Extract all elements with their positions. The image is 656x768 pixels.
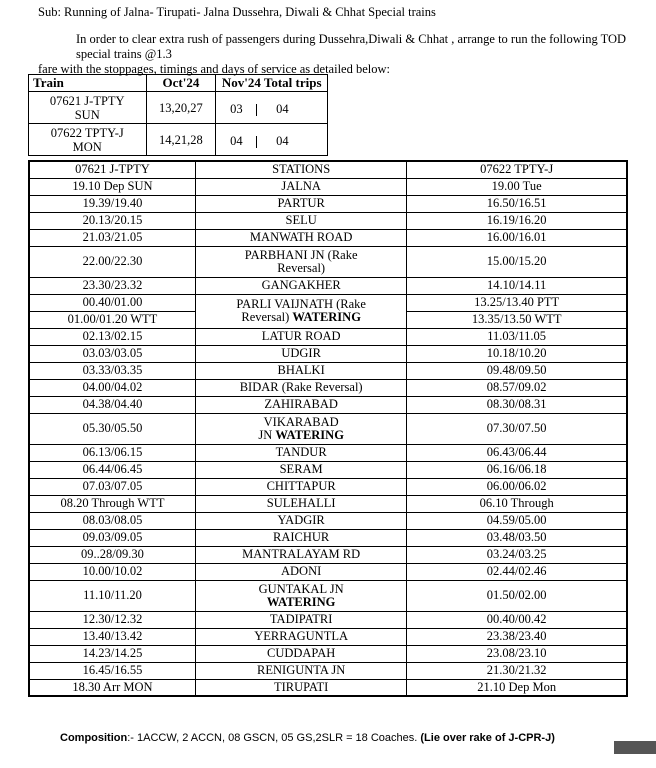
schedule-row [29,580,627,611]
intro-line-1: In order to clear extra rush of passengers during Dussehra,Diwali & Chhat , arrange to run the following TOD special trains @1.3 [76,32,627,61]
summary-oct-cell: 14,21,28 [146,124,216,156]
schedule-row [29,229,627,246]
station-name: RENIGUNTA JN [195,662,406,679]
up-time: 07.03/07.05 [29,478,195,495]
schedule-row [29,396,627,413]
down-time: 08.57/09.02 [407,379,627,396]
down-time: 11.03/11.05 [407,328,627,345]
summary-train-cell: 07622 TPTY-J MON [29,124,147,156]
schedule-row [29,294,627,311]
down-time: 03.24/03.25 [407,546,627,563]
down-time: 19.00 Tue [407,178,627,195]
schedule-header-up: 07621 J-TPTY [29,161,195,178]
up-time: 19.10 Dep SUN [29,178,195,195]
up-time: 21.03/21.05 [29,229,195,246]
up-time: 10.00/10.02 [29,563,195,580]
summary-header-nov-total [216,75,328,92]
down-time: 06.43/06.44 [407,444,627,461]
station-name: ZAHIRABAD [195,396,406,413]
down-time: 16.19/16.20 [407,212,627,229]
up-time: 19.39/19.40 [29,195,195,212]
schedule-row [29,246,627,277]
summary-header-total: Total trips [263,75,322,90]
up-time: 12.30/12.32 [29,611,195,628]
down-time: 13.35/13.50 WTT [407,311,627,328]
schedule-row [29,628,627,645]
up-time: 11.10/11.20 [29,580,195,611]
up-time: 20.13/20.15 [29,212,195,229]
up-time: 03.33/03.35 [29,362,195,379]
down-time: 01.50/02.00 [407,580,627,611]
station-name: PARLI VAIJNATH (Rake Reversal) WATERING [195,294,406,328]
station-name: BHALKI [195,362,406,379]
up-time: 09.03/09.05 [29,529,195,546]
up-time: 22.00/22.30 [29,246,195,277]
composition-label: Composition [60,732,128,744]
station-name: SULEHALLI [195,495,406,512]
schedule-row [29,662,627,679]
up-time: 02.13/02.15 [29,328,195,345]
down-time: 21.10 Dep Mon [407,679,627,696]
summary-header-oct: Oct'24 [146,75,216,92]
down-time: 16.00/16.01 [407,229,627,246]
station-name: BIDAR (Rake Reversal) [195,379,406,396]
up-time: 04.38/04.40 [29,396,195,413]
station-name: CUDDAPAH [195,645,406,662]
station-name: TANDUR [195,444,406,461]
schedule-row [29,362,627,379]
summary-oct-cell: 13,20,27 [146,92,216,124]
up-time: 01.00/01.20 WTT [29,311,195,328]
station-name: SELU [195,212,406,229]
down-time: 06.10 Through [407,495,627,512]
station-name: ADONI [195,563,406,580]
station-name: MANTRALAYAM RD [195,546,406,563]
up-time: 09..28/09.30 [29,546,195,563]
station-name: PARTUR [195,195,406,212]
up-time: 13.40/13.42 [29,628,195,645]
station-name: SERAM [195,461,406,478]
station-name: GANGAKHER [195,277,406,294]
schedule-header-stations: STATIONS [195,161,406,178]
intro-paragraph [38,32,648,77]
down-time: 00.40/00.42 [407,611,627,628]
schedule-row [29,444,627,461]
schedule-row [29,546,627,563]
down-time: 03.48/03.50 [407,529,627,546]
summary-header-nov: Nov'24 [221,75,261,90]
up-time: 06.44/06.45 [29,461,195,478]
station-name: CHITTAPUR [195,478,406,495]
station-name: PARBHANI JN (Rake Reversal) [195,246,406,277]
down-time: 08.30/08.31 [407,396,627,413]
down-time: 16.50/16.51 [407,195,627,212]
schedule-row [29,328,627,345]
composition-text: :- 1ACCW, 2 ACCN, 08 GSCN, 05 GS,2SLR = 18 Coaches. [127,732,421,744]
up-time: 05.30/05.50 [29,413,195,444]
station-name: YADGIR [195,512,406,529]
schedule-table [28,160,628,697]
composition-note: (Lie over rake of J-CPR-J) [420,732,555,744]
schedule-row [29,611,627,628]
summary-nov-total-cell: 04 04 [216,124,328,156]
station-name: TIRUPATI [195,679,406,696]
down-time: 13.25/13.40 PTT [407,294,627,311]
composition-line [60,732,555,744]
station-name: TADIPATRI [195,611,406,628]
schedule-row [29,512,627,529]
down-time: 21.30/21.32 [407,662,627,679]
station-name: UDGIR [195,345,406,362]
summary-row [29,92,328,124]
up-time: 03.03/03.05 [29,345,195,362]
up-time: 23.30/23.32 [29,277,195,294]
summary-train-cell: 07621 J-TPTY SUN [29,92,147,124]
schedule-row [29,178,627,195]
down-time: 15.00/15.20 [407,246,627,277]
down-time: 06.16/06.18 [407,461,627,478]
up-time: 18.30 Arr MON [29,679,195,696]
schedule-row [29,379,627,396]
summary-row [29,124,328,156]
schedule-row [29,345,627,362]
up-time: 08.03/08.05 [29,512,195,529]
subject-line: Sub: Running of Jalna- Tirupati- Jalna Dussehra, Diwali & Chhat Special trains [38,5,436,19]
down-time: 14.10/14.11 [407,277,627,294]
schedule-header-down: 07622 TPTY-J [407,161,627,178]
down-time: 04.59/05.00 [407,512,627,529]
schedule-row [29,195,627,212]
down-time: 23.08/23.10 [407,645,627,662]
up-time: 00.40/01.00 [29,294,195,311]
up-time: 04.00/04.02 [29,379,195,396]
summary-header-train: Train [29,75,147,92]
down-time: 02.44/02.46 [407,563,627,580]
up-time: 06.13/06.15 [29,444,195,461]
station-name: RAICHUR [195,529,406,546]
station-name: GUNTAKAL JN WATERING [195,580,406,611]
schedule-row [29,679,627,696]
schedule-row [29,563,627,580]
schedule-row [29,495,627,512]
schedule-row [29,461,627,478]
schedule-row [29,277,627,294]
schedule-row [29,478,627,495]
up-time: 16.45/16.55 [29,662,195,679]
schedule-row [29,413,627,444]
up-time: 14.23/14.25 [29,645,195,662]
down-time: 06.00/06.02 [407,478,627,495]
station-name: MANWATH ROAD [195,229,406,246]
down-time: 07.30/07.50 [407,413,627,444]
down-time: 23.38/23.40 [407,628,627,645]
schedule-row [29,212,627,229]
intro-line-2: fare with the stoppages, timings and days of service as detailed below: [38,62,390,76]
down-time: 10.18/10.20 [407,345,627,362]
gray-bar [614,741,656,754]
summary-table [28,74,328,156]
down-time: 09.48/09.50 [407,362,627,379]
schedule-row [29,529,627,546]
station-name: YERRAGUNTLA [195,628,406,645]
station-name: VIKARABAD JN WATERING [195,413,406,444]
station-name: LATUR ROAD [195,328,406,345]
schedule-row [29,645,627,662]
up-time: 08.20 Through WTT [29,495,195,512]
summary-nov-total-cell: 03 04 [216,92,328,124]
station-name: JALNA [195,178,406,195]
